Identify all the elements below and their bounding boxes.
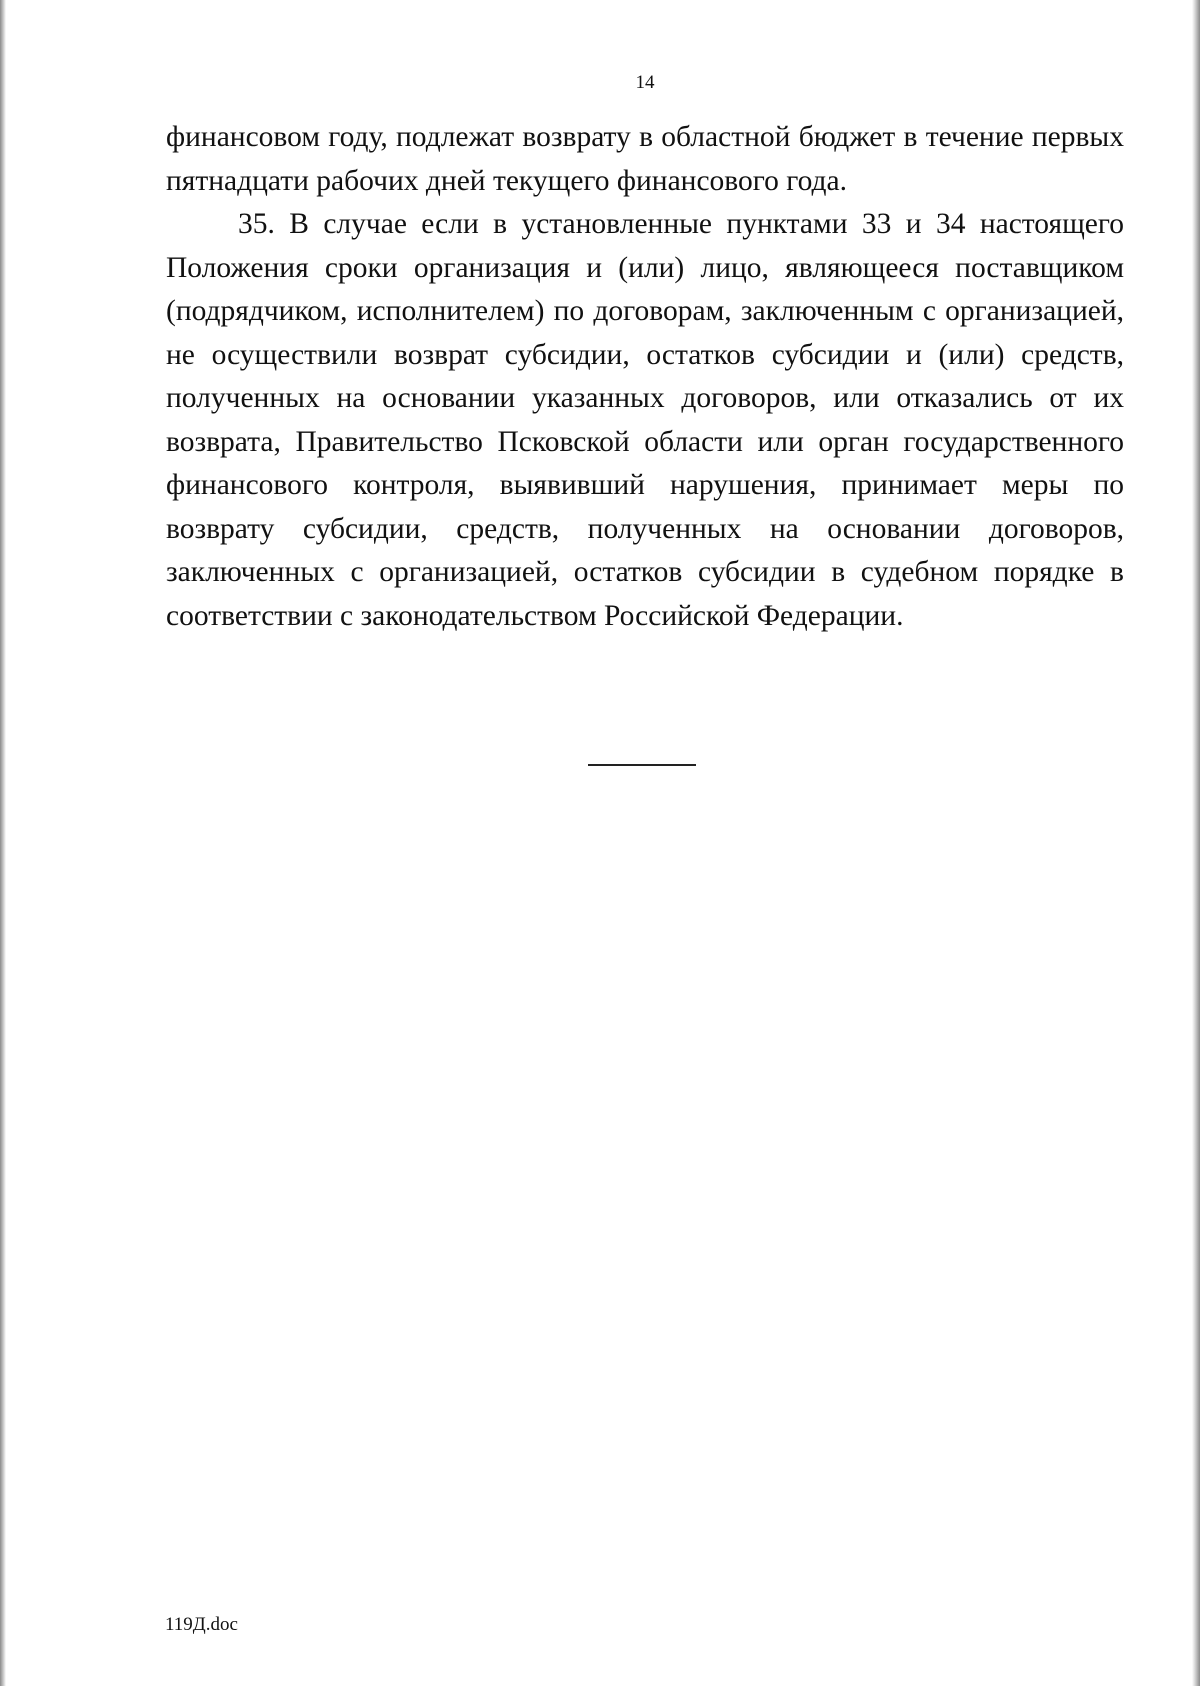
paragraph-35: 35. В случае если в установленные пунктами 33 и 34 настоящего Положения сроки организация и (или) лицо, являющееся поставщиком (подрядчиком, исполнителем) по договорам, заключенным с организацией, не осуществили возврат субсидии, остатков субсидии и (или) средств, полученных на основании указанных договоров, или отказались от их возврата, Правительство Псковской области или орган государственного финансового контроля, выявивший нарушения, принимает меры по возврату субсидии, средств, полученных на основании договоров, заключенных с организацией, остатков субсидии в судебном порядке в соответствии с законодательством Российской Федерации.	[166, 208, 1124, 632]
document-body	[166, 116, 1124, 638]
file-name-footer: 119Д.doc	[165, 1614, 238, 1635]
scan-edge-right	[1192, 0, 1200, 1686]
scan-edge-left	[0, 0, 6, 1686]
end-of-text-rule	[588, 764, 696, 766]
page-number: 14	[635, 72, 655, 93]
continuation-paragraph: финансовом году, подлежат возврату в областной бюджет в течение первых пятнадцати рабочих дней текущего финансового года.	[166, 121, 1124, 197]
